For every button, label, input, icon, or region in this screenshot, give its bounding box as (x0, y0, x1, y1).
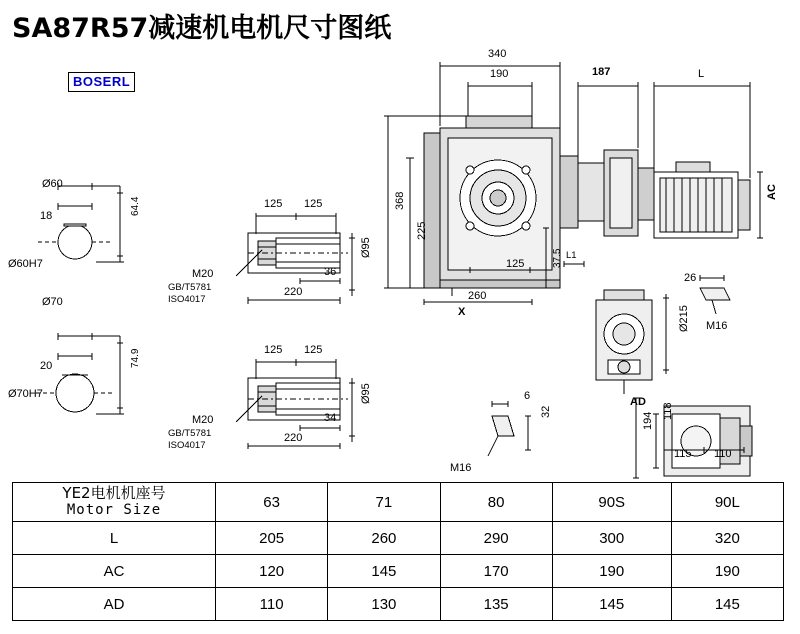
row-label: AC (13, 555, 216, 588)
hollow-top-bolt: M20 (192, 268, 214, 280)
dim-225: 225 (416, 221, 428, 240)
row-label: AD (13, 588, 216, 621)
table-row (13, 522, 784, 555)
dim-118: 118 (662, 402, 674, 420)
hollow-top-std2: ISO4017 (168, 294, 206, 305)
hollow-bottom-std1: GB/T5781 (168, 428, 212, 439)
dim-L: L (698, 68, 705, 80)
shaft-top-key-width: 18 (40, 210, 53, 222)
shaft-bottom-fit: Ø70H7 (8, 388, 43, 400)
table-cell: 145 (552, 588, 671, 621)
table-cell: 170 (440, 555, 552, 588)
table-row (13, 588, 784, 621)
shaft-top-dia: Ø60 (42, 178, 63, 190)
dim-37-5: 37.5 (552, 248, 563, 268)
table-cell: 290 (440, 522, 552, 555)
table-cell: 190 (671, 555, 783, 588)
hollow-top-95: Ø95 (360, 237, 372, 258)
page-title: SA87R57减速机电机尺寸图纸 (12, 13, 392, 44)
table-cell: 145 (328, 555, 440, 588)
dim-368: 368 (394, 191, 406, 210)
hollow-bottom-125a: 125 (264, 344, 283, 356)
table-cell: 205 (216, 522, 328, 555)
shaft-bottom-height: 74.9 (130, 348, 141, 368)
dim-190: 190 (490, 68, 509, 80)
dim-194: 194 (642, 411, 654, 430)
dim-M16-right: M16 (706, 320, 728, 332)
dim-215: Ø215 (678, 305, 690, 332)
dim-187: 187 (592, 66, 611, 78)
hollow-bottom-220: 220 (284, 432, 303, 444)
dim-340: 340 (488, 48, 507, 60)
motor-size-table (12, 482, 784, 621)
table-cell: 145 (671, 588, 783, 621)
marker-X: X (458, 306, 466, 318)
hollow-bottom-95: Ø95 (360, 383, 372, 404)
table-header-label (13, 483, 216, 522)
hollow-bottom-125b: 125 (304, 344, 323, 356)
table-cell: 260 (328, 522, 440, 555)
table-row (13, 555, 784, 588)
hollow-top-36: 36 (324, 266, 337, 278)
table-cell: 120 (216, 555, 328, 588)
row-label: L (13, 522, 216, 555)
dim-125-main: 125 (506, 258, 525, 270)
table-cell: 190 (552, 555, 671, 588)
dim-M16-bottom: M16 (450, 462, 472, 474)
table-cell: 80 (440, 483, 552, 522)
table-row-header (13, 483, 784, 522)
table-header-label-cn: YE2电机机座号 (62, 484, 166, 502)
shaft-bottom-dia: Ø70 (42, 296, 63, 308)
dim-32: 32 (540, 405, 552, 418)
technical-drawing (0, 38, 800, 508)
shaft-top-height: 64.4 (130, 196, 141, 216)
hollow-bottom-bolt: M20 (192, 414, 214, 426)
table-header-label-en: Motor Size (66, 502, 162, 518)
shaft-top-fit: Ø60H7 (8, 258, 43, 270)
table-cell: 135 (440, 588, 552, 621)
table-cell: 71 (328, 483, 440, 522)
dim-115: 115 (674, 448, 692, 460)
dim-AD: AD (630, 396, 646, 408)
dim-26: 26 (684, 272, 697, 284)
dim-6: 6 (524, 390, 531, 402)
dim-260: 260 (468, 290, 487, 302)
dim-L1: L1 (566, 250, 577, 261)
table-cell: 63 (216, 483, 328, 522)
shaft-bottom-key-width: 20 (40, 360, 53, 372)
hollow-top-125a: 125 (264, 198, 283, 210)
dim-AC: AC (766, 184, 778, 200)
table-cell: 110 (216, 588, 328, 621)
table-cell: 90S (552, 483, 671, 522)
hollow-top-std1: GB/T5781 (168, 282, 212, 293)
hollow-bottom-34: 34 (324, 412, 337, 424)
table-cell: 90L (671, 483, 783, 522)
hollow-top-220: 220 (284, 286, 303, 298)
hollow-bottom-std2: ISO4017 (168, 440, 206, 451)
dim-110: 110 (714, 448, 732, 460)
hollow-top-125b: 125 (304, 198, 323, 210)
brand-logo: BOSERL (68, 72, 135, 92)
table-cell: 320 (671, 522, 783, 555)
table-cell: 300 (552, 522, 671, 555)
table-cell: 130 (328, 588, 440, 621)
